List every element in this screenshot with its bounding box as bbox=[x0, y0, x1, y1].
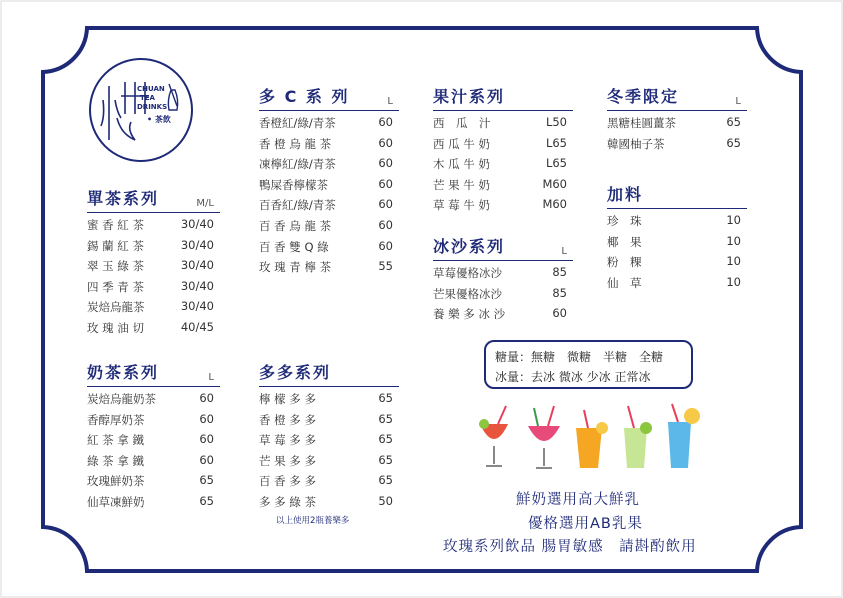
item-price: 55 bbox=[378, 259, 393, 274]
tall-glass-orange-icon bbox=[576, 410, 608, 468]
item-price: 30/40 bbox=[180, 299, 214, 314]
item-name: 百 香 雙 Q 綠 bbox=[259, 239, 329, 254]
duoduo-note: 以上使用2瓶養樂多 bbox=[276, 516, 350, 526]
item-price: 65 bbox=[199, 493, 214, 508]
menu-item bbox=[87, 213, 220, 234]
item-price: 60 bbox=[199, 432, 214, 447]
item-price: 60 bbox=[199, 452, 214, 467]
menu-item bbox=[607, 271, 747, 292]
item-price: 60 bbox=[199, 411, 214, 426]
item-price: M60 bbox=[542, 176, 567, 191]
menu-item bbox=[87, 428, 220, 449]
item-name: 珍 珠 bbox=[607, 214, 642, 228]
item-price: 65 bbox=[378, 452, 393, 467]
menu-item bbox=[607, 250, 747, 271]
cocktail-illustration bbox=[472, 402, 707, 474]
logo-line-4: • 茶飲 bbox=[147, 115, 171, 124]
menu-item bbox=[87, 408, 220, 429]
item-price: 60 bbox=[378, 115, 393, 129]
item-name: 仙草凍鮮奶 bbox=[87, 494, 145, 509]
item-price: 60 bbox=[199, 391, 214, 405]
item-price: 50 bbox=[378, 493, 393, 508]
item-name: 百香紅/綠/青茶 bbox=[259, 198, 336, 213]
section-title: 多多系列 bbox=[259, 363, 332, 382]
item-price: 30/40 bbox=[180, 237, 214, 252]
cocktail-glass-red-icon bbox=[479, 406, 508, 466]
item-name: 綠 茶 拿 鐵 bbox=[87, 453, 144, 468]
section-title: 冬季限定 bbox=[607, 87, 680, 106]
menu-item bbox=[259, 193, 399, 214]
item-price: 60 bbox=[378, 197, 393, 212]
menu-item bbox=[87, 234, 220, 255]
menu-item bbox=[607, 230, 747, 251]
item-price: 65 bbox=[378, 411, 393, 426]
item-price: 60 bbox=[378, 217, 393, 232]
item-price: 65 bbox=[726, 135, 741, 150]
item-name: 芒果優格冰沙 bbox=[433, 286, 502, 301]
item-price: 65 bbox=[378, 432, 393, 447]
menu-item bbox=[433, 282, 573, 303]
item-name: 仙 草 bbox=[607, 275, 642, 290]
item-price: 10 bbox=[726, 274, 741, 289]
item-price: 60 bbox=[552, 306, 567, 321]
menu-item bbox=[259, 428, 399, 449]
section-single-tea bbox=[87, 190, 220, 337]
item-name: 香 橙 烏 龍 茶 bbox=[259, 136, 332, 151]
cocktail-glass-pink-icon bbox=[528, 406, 560, 468]
menu-item bbox=[87, 254, 220, 275]
item-name: 錫 蘭 紅 茶 bbox=[87, 238, 144, 253]
item-name: 香 橙 多 多 bbox=[259, 412, 316, 427]
item-name: 西 瓜 牛 奶 bbox=[433, 136, 490, 151]
rose-series-warning: 玫瑰系列飲品 腸胃敏感 請斟酌飲用 bbox=[443, 539, 697, 555]
section-title: 冰沙系列 bbox=[433, 237, 506, 256]
menu-item bbox=[433, 173, 573, 194]
section-unit: L bbox=[561, 246, 567, 257]
item-name: 草 莓 多 多 bbox=[259, 433, 316, 448]
item-price: L50 bbox=[545, 115, 567, 129]
item-price: 40/45 bbox=[180, 319, 214, 334]
menu-item bbox=[433, 261, 573, 282]
brand-logo bbox=[87, 56, 195, 164]
item-price: L65 bbox=[545, 135, 567, 150]
item-price: 85 bbox=[552, 265, 567, 279]
menu-item bbox=[433, 152, 573, 173]
section-smoothie bbox=[433, 238, 573, 323]
item-price: M60 bbox=[542, 197, 567, 212]
menu-item bbox=[259, 111, 399, 132]
section-title: 果汁系列 bbox=[433, 87, 506, 106]
menu-item bbox=[607, 132, 747, 153]
menu-item bbox=[259, 449, 399, 470]
item-price: 60 bbox=[378, 156, 393, 171]
section-duoduo bbox=[259, 364, 399, 511]
section-title: 加料 bbox=[607, 185, 644, 204]
menu-item bbox=[87, 469, 220, 490]
item-price: 85 bbox=[552, 285, 567, 300]
item-name: 玫 瑰 油 切 bbox=[87, 320, 144, 335]
item-name: 多 多 綠 茶 bbox=[259, 494, 316, 509]
menu-item bbox=[259, 408, 399, 429]
item-name: 炭焙烏龍奶茶 bbox=[87, 392, 156, 406]
item-name: 四 季 青 茶 bbox=[87, 279, 144, 294]
item-price: 65 bbox=[378, 391, 393, 405]
item-name: 炭焙烏龍茶 bbox=[87, 300, 145, 315]
menu-item bbox=[259, 387, 399, 408]
section-title: 多 C 系 列 bbox=[259, 87, 350, 106]
section-winter-limited bbox=[607, 88, 747, 152]
item-name: 玫瑰鮮奶茶 bbox=[87, 474, 145, 489]
ice-level-text: 冰量：去冰 微冰 少冰 正常冰 bbox=[495, 370, 651, 384]
section-unit: M/L bbox=[196, 198, 214, 209]
menu-item bbox=[259, 214, 399, 235]
menu-item bbox=[259, 173, 399, 194]
item-price: 10 bbox=[726, 254, 741, 269]
menu-item bbox=[259, 255, 399, 276]
item-name: 韓國柚子茶 bbox=[607, 136, 665, 151]
item-price: 10 bbox=[726, 233, 741, 248]
item-name: 蜜 香 紅 茶 bbox=[87, 218, 144, 232]
menu-item bbox=[433, 132, 573, 153]
menu-item bbox=[87, 295, 220, 316]
item-name: 西 瓜 汁 bbox=[433, 116, 491, 130]
menu-item bbox=[433, 302, 573, 323]
item-price: 65 bbox=[378, 473, 393, 488]
section-unit: L bbox=[387, 96, 393, 107]
logo-line-2: TEA bbox=[140, 94, 155, 102]
section-title: 單茶系列 bbox=[87, 189, 160, 208]
item-name: 椰 果 bbox=[607, 234, 642, 249]
item-name: 芒 果 牛 奶 bbox=[433, 177, 490, 192]
menu-item bbox=[87, 449, 220, 470]
item-name: 草 莓 牛 奶 bbox=[433, 198, 490, 213]
section-unit: L bbox=[735, 96, 741, 107]
sugar-ice-options bbox=[484, 340, 693, 389]
item-name: 鴨屎香檸檬茶 bbox=[259, 177, 328, 192]
item-name: 檸 檬 多 多 bbox=[259, 392, 316, 406]
menu-item bbox=[433, 193, 573, 214]
menu-item bbox=[607, 209, 747, 230]
menu-item bbox=[259, 490, 399, 511]
section-title: 奶茶系列 bbox=[87, 363, 160, 382]
item-price: 60 bbox=[378, 238, 393, 253]
item-name: 香橙紅/綠/青茶 bbox=[259, 116, 336, 130]
item-name: 凍檸紅/綠/青茶 bbox=[259, 157, 336, 172]
milk-note: 鮮奶選用高大鮮乳 bbox=[516, 492, 640, 508]
item-price: 10 bbox=[726, 213, 741, 227]
item-name: 翠 玉 綠 茶 bbox=[87, 259, 144, 274]
blue-drink-glass-icon bbox=[668, 404, 700, 468]
section-milk-tea bbox=[87, 364, 220, 511]
menu-item bbox=[87, 316, 220, 337]
item-name: 玫 瑰 青 檸 茶 bbox=[259, 260, 332, 275]
menu-item bbox=[87, 490, 220, 511]
item-price: 30/40 bbox=[180, 217, 214, 231]
section-unit: L bbox=[208, 372, 214, 383]
section-toppings bbox=[607, 186, 747, 291]
item-name: 百 香 烏 龍 茶 bbox=[259, 218, 332, 233]
menu-item bbox=[259, 469, 399, 490]
item-name: 粉 粿 bbox=[607, 255, 642, 270]
logo-line-3: DRINKS bbox=[137, 103, 168, 111]
item-name: 百 香 多 多 bbox=[259, 474, 316, 489]
item-price: 30/40 bbox=[180, 258, 214, 273]
menu-item bbox=[607, 111, 747, 132]
menu-item bbox=[259, 152, 399, 173]
item-name: 紅 茶 拿 鐵 bbox=[87, 433, 144, 448]
section-multi-c bbox=[259, 88, 399, 276]
item-name: 草莓優格冰沙 bbox=[433, 266, 502, 280]
menu-item bbox=[87, 387, 220, 408]
sugar-level-text: 糖量：無糖 微糖 半糖 全糖 bbox=[495, 350, 664, 364]
item-price: 30/40 bbox=[180, 278, 214, 293]
item-name: 香醇厚奶茶 bbox=[87, 412, 145, 427]
section-juice bbox=[433, 88, 573, 214]
item-price: 60 bbox=[378, 135, 393, 150]
menu-item bbox=[433, 111, 573, 132]
menu-item bbox=[87, 275, 220, 296]
item-price: 65 bbox=[199, 473, 214, 488]
item-price: L65 bbox=[545, 156, 567, 171]
item-price: 60 bbox=[378, 176, 393, 191]
yogurt-note: 優格選用AB乳果 bbox=[528, 516, 643, 532]
item-name: 芒 果 多 多 bbox=[259, 453, 316, 468]
item-name: 養 樂 多 冰 沙 bbox=[433, 307, 506, 322]
mojito-glass-icon bbox=[624, 406, 652, 468]
item-name: 木 瓜 牛 奶 bbox=[433, 157, 490, 172]
item-price: 65 bbox=[726, 115, 741, 129]
item-name: 黑糖桂圓薑茶 bbox=[607, 116, 676, 130]
logo-line-1: CHUAN bbox=[137, 85, 165, 93]
menu-item bbox=[259, 132, 399, 153]
menu-item bbox=[259, 235, 399, 256]
